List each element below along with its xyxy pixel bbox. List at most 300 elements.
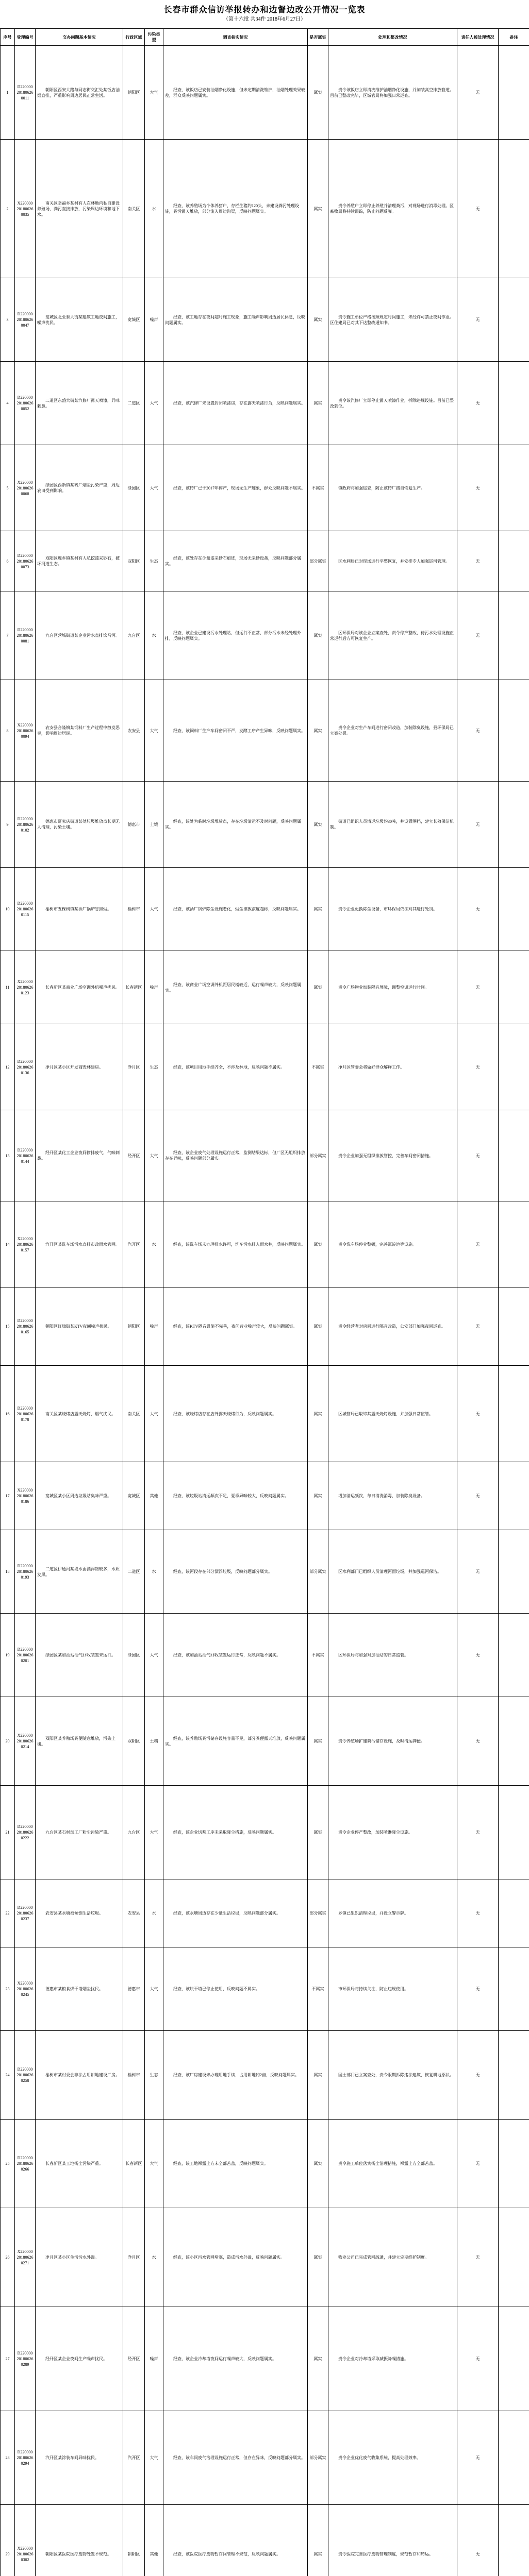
cell-row-number: 9 xyxy=(1,782,15,868)
cell-receipt-code: X220000201806260214 xyxy=(15,1697,36,1786)
table-row xyxy=(1,1462,529,1530)
cell-row-number: 1 xyxy=(1,46,15,140)
cell-issue-summary: 朝阳区西安大路与同志街交汇处某饭店油烟直排，严重影响周边居民正常生活。 xyxy=(36,46,123,140)
cell-row-number: 12 xyxy=(1,1024,15,1110)
table-row xyxy=(1,1201,529,1287)
cell-issue-summary: 绿园区西新镇某砖厂烟尘污染严重，周边农田受到影响。 xyxy=(36,445,123,531)
cell-accountability: 无 xyxy=(457,1024,499,1110)
cell-district: 二道区 xyxy=(123,1530,145,1614)
cell-issue-summary: 农安县某水塘被倾倒生活垃圾。 xyxy=(36,1879,123,1947)
cell-accountability: 无 xyxy=(457,1786,499,1879)
cell-investigation-finding: 经查，该工地裸露土方未全部苫盖，反映问题属实。 xyxy=(163,2120,308,2208)
cell-issue-summary: 经开区某化工企业夜间偷排废气，气味刺鼻。 xyxy=(36,1110,123,1201)
cell-issue-summary: 经开区某企业夜间生产噪声扰民。 xyxy=(36,2307,123,2411)
cell-verification-result: 部分属实 xyxy=(308,1879,328,1947)
cell-row-number: 28 xyxy=(1,2411,15,2505)
cell-district: 绿园区 xyxy=(123,445,145,531)
cell-remark xyxy=(499,278,529,362)
table-row xyxy=(1,445,529,531)
cell-pollution-type: 水 xyxy=(145,1879,163,1947)
cell-issue-summary: 双阳区某养殖场粪便随意堆放，污染土壤。 xyxy=(36,1697,123,1786)
cell-receipt-code: D220000201806260102 xyxy=(15,782,36,868)
cell-rectification-measures: 乡镇已组织清理垃圾，并设立警示牌。 xyxy=(328,1879,457,1947)
cell-pollution-type: 大气 xyxy=(145,445,163,531)
cell-investigation-finding: 经查，该饲料厂生产车间密闭不严，发酵工序产生异味，反映问题属实。 xyxy=(163,680,308,782)
page-subtitle: （第十六批 共34件 2018年6月27日） xyxy=(223,16,306,22)
cell-receipt-code: D220000201806260193 xyxy=(15,1530,36,1614)
cell-district: 朝阳区 xyxy=(123,46,145,140)
cell-investigation-finding: 经查，该砖厂已于2017年停产，现场无生产迹象，群众反映问题不属实。 xyxy=(163,445,308,531)
cell-investigation-finding: 经查，该企业切割工序未采取降尘措施，反映问题属实。 xyxy=(163,1786,308,1879)
cell-pollution-type: 大气 xyxy=(145,2120,163,2208)
cell-investigation-finding: 经查，该洗车场未办理排水许可，洗车污水排入雨水井，反映问题属实。 xyxy=(163,1201,308,1287)
cell-verification-result: 属实 xyxy=(308,1786,328,1879)
cell-receipt-code: D220000201806260222 xyxy=(15,1786,36,1879)
table-row xyxy=(1,278,529,362)
cell-district: 净月区 xyxy=(123,1024,145,1110)
cell-row-number: 25 xyxy=(1,2120,15,2208)
cell-remark xyxy=(499,1024,529,1110)
cell-accountability: 无 xyxy=(457,531,499,591)
cell-issue-summary: 二道区伊通河某段水面漂浮物较多，水质发黑。 xyxy=(36,1530,123,1614)
cell-district: 南关区 xyxy=(123,1366,145,1462)
cell-remark xyxy=(499,2307,529,2411)
cell-investigation-finding: 经查，该车间废气治理设施运行正常，但存在异味，反映问题部分属实。 xyxy=(163,2411,308,2505)
cell-verification-result: 属实 xyxy=(308,2208,328,2307)
cell-district: 宽城区 xyxy=(123,278,145,362)
cell-verification-result: 属实 xyxy=(308,2031,328,2120)
cell-pollution-type: 噪声 xyxy=(145,278,163,362)
cell-issue-summary: 二道区东盛大街某汽修厂露天喷漆，异味刺鼻。 xyxy=(36,362,123,445)
cell-row-number: 29 xyxy=(1,2505,15,2576)
cell-row-number: 26 xyxy=(1,2208,15,2307)
table-row xyxy=(1,1024,529,1110)
cell-district: 双阳区 xyxy=(123,1697,145,1786)
cell-pollution-type: 大气 xyxy=(145,1614,163,1697)
cell-accountability: 无 xyxy=(457,1110,499,1201)
cell-receipt-code: X220000201806260035 xyxy=(15,140,36,278)
cell-row-number: 19 xyxy=(1,1614,15,1697)
cell-verification-result: 属实 xyxy=(308,1462,328,1530)
cell-accountability: 无 xyxy=(457,591,499,680)
cell-pollution-type: 土壤 xyxy=(145,1697,163,1786)
cell-remark xyxy=(499,362,529,445)
cell-remark xyxy=(499,1879,529,1947)
cell-investigation-finding: 经查，该水塘周边存在少量生活垃圾，反映问题部分属实。 xyxy=(163,1879,308,1947)
cell-investigation-finding: 经查，该垃圾站清运频次不足，夏季异味较大，反映问题属实。 xyxy=(163,1462,308,1530)
table-row xyxy=(1,1287,529,1366)
cell-receipt-code: X220000201806260271 xyxy=(15,2208,36,2307)
cell-issue-summary: 南关区某烧烤店露天烧烤，烟气扰民。 xyxy=(36,1366,123,1462)
table-row xyxy=(1,2307,529,2411)
cell-receipt-code: D220000201806260178 xyxy=(15,1366,36,1462)
cell-pollution-type: 噪声 xyxy=(145,1287,163,1366)
cell-rectification-measures: 区环保局将加强对加油站的日常监管。 xyxy=(328,1614,457,1697)
cell-investigation-finding: 经查，该KTV隔音设施不完善，夜间营业噪声较大，反映问题属实。 xyxy=(163,1287,308,1366)
cell-district: 榆树市 xyxy=(123,2031,145,2120)
cell-rectification-measures: 责令该饭店立即清洗维护油烟净化设施，并加装高空排放管道。目前已整改完毕，区城管局将加强日常巡查。 xyxy=(328,46,457,140)
cell-receipt-code: X220000201806260245 xyxy=(15,1947,36,2031)
cell-district: 宽城区 xyxy=(123,1462,145,1530)
header-accountability: 责任人被处理情况 xyxy=(457,29,499,46)
cell-issue-summary: 九台区某石材加工厂粉尘污染严重。 xyxy=(36,1786,123,1879)
cell-receipt-code: D220000201806260258 xyxy=(15,2031,36,2120)
cell-pollution-type: 生态 xyxy=(145,531,163,591)
cell-receipt-code: X220000201806260186 xyxy=(15,1462,36,1530)
cell-receipt-code: D220000201806260144 xyxy=(15,1110,36,1201)
cell-receipt-code: D220000201806260237 xyxy=(15,1879,36,1947)
cell-issue-summary: 九台区营城街道某企业污水直排饮马河。 xyxy=(36,591,123,680)
cell-pollution-type: 大气 xyxy=(145,868,163,951)
cell-district: 榆树市 xyxy=(123,868,145,951)
cell-accountability: 无 xyxy=(457,362,499,445)
cell-district: 净月区 xyxy=(123,2208,145,2307)
cell-district: 汽开区 xyxy=(123,1201,145,1287)
cell-rectification-measures: 责令施工单位落实扬尘治理措施，裸露土方全部苫盖。 xyxy=(328,2120,457,2208)
table-row xyxy=(1,680,529,782)
cell-pollution-type: 大气 xyxy=(145,2411,163,2505)
cell-issue-summary: 净月区某小区生活污水外溢。 xyxy=(36,2208,123,2307)
cell-row-number: 4 xyxy=(1,362,15,445)
cell-issue-summary: 长春新区某商业广场空调外机噪声扰民。 xyxy=(36,951,123,1024)
cell-accountability: 无 xyxy=(457,680,499,782)
cell-rectification-measures: 责令企业停产整改，加装喷淋降尘设施。 xyxy=(328,1786,457,1879)
cell-issue-summary: 绿园区某加油站油气回收装置未运行。 xyxy=(36,1614,123,1697)
cell-accountability: 无 xyxy=(457,445,499,531)
table-row xyxy=(1,591,529,680)
table-row xyxy=(1,1614,529,1697)
table-row xyxy=(1,46,529,140)
cell-accountability: 无 xyxy=(457,2505,499,2576)
cell-pollution-type: 水 xyxy=(145,140,163,278)
cell-investigation-finding: 经查，该项目用地手续齐全，不涉及林地，反映问题不属实。 xyxy=(163,1024,308,1110)
cell-remark xyxy=(499,2505,529,2576)
petition-table xyxy=(0,28,529,2576)
cell-pollution-type: 大气 xyxy=(145,1366,163,1462)
header-issue: 交办问题基本情况 xyxy=(36,29,123,46)
table-row xyxy=(1,1697,529,1786)
cell-receipt-code: X220000201806260068 xyxy=(15,445,36,531)
cell-rectification-measures: 责令经营者对房间进行隔音改造，公安部门加强夜间巡查。 xyxy=(328,1287,457,1366)
table-row xyxy=(1,2208,529,2307)
cell-verification-result: 属实 xyxy=(308,951,328,1024)
cell-receipt-code: D220000201806260266 xyxy=(15,2120,36,2208)
cell-district: 九台区 xyxy=(123,591,145,680)
cell-receipt-code: D220000201806260294 xyxy=(15,2411,36,2505)
cell-row-number: 20 xyxy=(1,1697,15,1786)
cell-rectification-measures: 物业公司已完成管网疏通，并建立定期维护制度。 xyxy=(328,2208,457,2307)
cell-investigation-finding: 经查，该饭店已安装油烟净化设施，但未定期清洗维护，油烟处理效果较差，群众反映问题属实。 xyxy=(163,46,308,140)
header-code: 受理编号 xyxy=(15,29,36,46)
cell-rectification-measures: 国土部门已立案查处，责令限期拆除违法建筑，恢复耕地原状。 xyxy=(328,2031,457,2120)
cell-rectification-measures: 区水利部门已组织人员清理河面垃圾，并加强巡河保洁。 xyxy=(328,1530,457,1614)
cell-rectification-measures: 责令洗车场停业整顿，完善沉淀池等设施。 xyxy=(328,1201,457,1287)
cell-accountability: 无 xyxy=(457,278,499,362)
cell-row-number: 8 xyxy=(1,680,15,782)
cell-pollution-type: 噪声 xyxy=(145,2307,163,2411)
header-truth: 是否属实 xyxy=(308,29,328,46)
cell-accountability: 无 xyxy=(457,868,499,951)
cell-accountability: 无 xyxy=(457,46,499,140)
table-row xyxy=(1,1879,529,1947)
cell-accountability: 无 xyxy=(457,2120,499,2208)
cell-receipt-code: D220000201806260136 xyxy=(15,1024,36,1110)
cell-row-number: 14 xyxy=(1,1201,15,1287)
cell-rectification-measures: 责令广场物业加装隔音屏障，调整空调运行时间。 xyxy=(328,951,457,1024)
cell-pollution-type: 大气 xyxy=(145,680,163,782)
cell-verification-result: 不属实 xyxy=(308,1614,328,1697)
cell-remark xyxy=(499,782,529,868)
table-row xyxy=(1,1366,529,1462)
cell-investigation-finding: 经查，该养殖场为个体养猪户，存栏生猪约120头，未建设粪污处理设施，粪污露天堆放，部分流入周边沟渠，反映问题属实。 xyxy=(163,140,308,278)
cell-accountability: 无 xyxy=(457,2307,499,2411)
cell-district: 朝阳区 xyxy=(123,2505,145,2576)
cell-remark xyxy=(499,2208,529,2307)
cell-district: 汽开区 xyxy=(123,2411,145,2505)
cell-district: 农安县 xyxy=(123,680,145,782)
cell-remark xyxy=(499,531,529,591)
cell-verification-result: 不属实 xyxy=(308,1024,328,1110)
header-action: 处理和整改情况 xyxy=(328,29,457,46)
cell-receipt-code: D220000201806260081 xyxy=(15,591,36,680)
cell-rectification-measures: 街道已组织人员清运垃圾约30吨，并设置围挡，建立长效保洁机制。 xyxy=(328,782,457,868)
cell-district: 长春新区 xyxy=(123,2120,145,2208)
cell-remark xyxy=(499,1110,529,1201)
cell-row-number: 7 xyxy=(1,591,15,680)
cell-investigation-finding: 经查，该工地存在夜间超时施工现象，施工噪声影响周边居民休息，反映问题属实。 xyxy=(163,278,308,362)
cell-receipt-code: D220000201806260289 xyxy=(15,2307,36,2411)
cell-rectification-measures: 责令企业加强无组织排放管控，完善车间密闭措施。 xyxy=(328,1110,457,1201)
cell-verification-result: 属实 xyxy=(308,782,328,868)
page-title: 长春市群众信访举报转办和边督边改公开情况一览表 xyxy=(163,6,366,14)
table-row xyxy=(1,1786,529,1879)
cell-receipt-code: D220000201806260047 xyxy=(15,278,36,362)
cell-row-number: 13 xyxy=(1,1110,15,1201)
cell-accountability: 无 xyxy=(457,140,499,278)
cell-district: 南关区 xyxy=(123,140,145,278)
cell-remark xyxy=(499,1947,529,2031)
cell-accountability: 无 xyxy=(457,1366,499,1462)
cell-row-number: 21 xyxy=(1,1786,15,1879)
cell-rectification-measures: 镇政府将加强巡查，防止该砖厂擅自恢复生产。 xyxy=(328,445,457,531)
cell-verification-result: 不属实 xyxy=(308,445,328,531)
cell-issue-summary: 宽城区某小区周边垃圾站臭味严重。 xyxy=(36,1462,123,1530)
header-type: 污染类型 xyxy=(145,29,163,46)
cell-rectification-measures: 增加清运频次，每日清洗消毒，加装除臭设备。 xyxy=(328,1462,457,1530)
cell-investigation-finding: 经查，该厂房建设未办理用地手续，占用耕地约2亩，反映问题属实。 xyxy=(163,2031,308,2120)
cell-district: 绿园区 xyxy=(123,1614,145,1697)
cell-row-number: 15 xyxy=(1,1287,15,1366)
cell-row-number: 17 xyxy=(1,1462,15,1530)
cell-issue-summary: 双阳区鹿乡镇某村有人私挖滥采砂石，破坏河道生态。 xyxy=(36,531,123,591)
cell-investigation-finding: 经查，该处存在少量盗采砂石痕迹，现场无采砂设备，反映问题部分属实。 xyxy=(163,531,308,591)
cell-pollution-type: 水 xyxy=(145,591,163,680)
cell-investigation-finding: 经查，该加油站油气回收装置运行正常，反映问题不属实。 xyxy=(163,1614,308,1697)
cell-investigation-finding: 经查，该企业已建设污水处理站，但运行不正常，部分污水未经处理外排，反映问题属实。 xyxy=(163,591,308,680)
cell-investigation-finding: 经查，该医院医疗废物暂存间管理不规范，反映问题属实。 xyxy=(163,2505,308,2576)
cell-pollution-type: 土壤 xyxy=(145,782,163,868)
cell-rectification-measures: 责令养殖户立即停止养殖并清理粪污，对现场进行消毒处理。区畜牧局将持续跟踪，防止问题反弹。 xyxy=(328,140,457,278)
cell-verification-result: 属实 xyxy=(308,1697,328,1786)
cell-district: 长春新区 xyxy=(123,951,145,1024)
cell-rectification-measures: 区城管局已取缔其露天烧烤设施，并加强日常监管。 xyxy=(328,1366,457,1462)
cell-accountability: 无 xyxy=(457,1947,499,2031)
cell-district: 双阳区 xyxy=(123,531,145,591)
cell-verification-result: 部分属实 xyxy=(308,2411,328,2505)
cell-row-number: 16 xyxy=(1,1366,15,1462)
cell-investigation-finding: 经查，该烘干塔已停止使用，反映问题不属实。 xyxy=(163,1947,308,2031)
cell-investigation-finding: 经查，该企业废气处理设施运行正常，监测结果达标，但厂区无组织排放存在异味，反映问题部分属实。 xyxy=(163,1110,308,1201)
cell-issue-summary: 榆树市五棵树镇某酒厂锅炉冒黑烟。 xyxy=(36,868,123,951)
table-row xyxy=(1,1530,529,1614)
cell-rectification-measures: 责令企业更换除尘设备，市环保局依法对其进行处罚。 xyxy=(328,868,457,951)
cell-district: 经开区 xyxy=(123,2307,145,2411)
cell-rectification-measures: 责令企业对生产车间进行密闭改造，加装除臭设施，县环保局已立案处罚。 xyxy=(328,680,457,782)
cell-rectification-measures: 市环保局将持续关注，防止违规使用。 xyxy=(328,1947,457,2031)
cell-row-number: 18 xyxy=(1,1530,15,1614)
cell-accountability: 无 xyxy=(457,1287,499,1366)
cell-receipt-code: D220000201806260165 xyxy=(15,1287,36,1366)
cell-remark xyxy=(499,1530,529,1614)
cell-accountability: 无 xyxy=(457,1614,499,1697)
cell-issue-summary: 农安县合隆镇某饲料厂生产过程中散发恶臭，影响周边居民。 xyxy=(36,680,123,782)
cell-remark xyxy=(499,1462,529,1530)
cell-row-number: 23 xyxy=(1,1947,15,2031)
cell-issue-summary: 朝阳区某医院医疗废物处置不规范。 xyxy=(36,2505,123,2576)
cell-receipt-code: D220000201806260201 xyxy=(15,1614,36,1697)
table-header-row xyxy=(1,29,529,46)
cell-district: 朝阳区 xyxy=(123,1287,145,1366)
cell-accountability: 无 xyxy=(457,782,499,868)
cell-rectification-measures: 净月区管委会将做好群众解释工作。 xyxy=(328,1024,457,1110)
cell-row-number: 3 xyxy=(1,278,15,362)
cell-pollution-type: 生态 xyxy=(145,2031,163,2120)
cell-verification-result: 属实 xyxy=(308,1366,328,1462)
table-row xyxy=(1,868,529,951)
table-row xyxy=(1,2411,529,2505)
cell-remark xyxy=(499,680,529,782)
cell-remark xyxy=(499,140,529,278)
cell-row-number: 22 xyxy=(1,1879,15,1947)
cell-receipt-code: X220000201806260157 xyxy=(15,1201,36,1287)
table-row xyxy=(1,1110,529,1201)
header-district: 行政区域 xyxy=(123,29,145,46)
cell-remark xyxy=(499,2031,529,2120)
cell-row-number: 5 xyxy=(1,445,15,531)
cell-receipt-code: X220000201806260094 xyxy=(15,680,36,782)
cell-accountability: 无 xyxy=(457,2031,499,2120)
cell-rectification-measures: 责令养殖场扩建粪污储存设施，及时清运粪便。 xyxy=(328,1697,457,1786)
cell-pollution-type: 生态 xyxy=(145,1024,163,1110)
cell-receipt-code: D220000201806260073 xyxy=(15,531,36,591)
cell-verification-result: 属实 xyxy=(308,680,328,782)
cell-investigation-finding: 经查，该小区污水管网堵塞，造成污水外溢，反映问题属实。 xyxy=(163,2208,308,2307)
table-row xyxy=(1,951,529,1024)
cell-rectification-measures: 区环保局对该企业立案查处，责令停产整改，待污水处理设施正常运行后方可恢复生产。 xyxy=(328,591,457,680)
cell-district: 农安县 xyxy=(123,1879,145,1947)
table-row xyxy=(1,2120,529,2208)
cell-remark xyxy=(499,46,529,140)
cell-verification-result: 属实 xyxy=(308,2120,328,2208)
cell-verification-result: 部分属实 xyxy=(308,531,328,591)
cell-pollution-type: 水 xyxy=(145,1201,163,1287)
cell-issue-summary: 汽开区某洗车场污水直排市政雨水管网。 xyxy=(36,1201,123,1287)
table-row xyxy=(1,782,529,868)
cell-row-number: 11 xyxy=(1,951,15,1024)
cell-verification-result: 属实 xyxy=(308,2505,328,2576)
document-header xyxy=(0,0,529,28)
cell-issue-summary: 南关区幸福乡某村有人在林地内私自建设养殖场，粪污直接排放，污染周边环境和地下水。 xyxy=(36,140,123,278)
cell-issue-summary: 汽开区某涂装车间异味扰民。 xyxy=(36,2411,123,2505)
cell-remark xyxy=(499,1366,529,1462)
cell-pollution-type: 水 xyxy=(145,1530,163,1614)
cell-investigation-finding: 经查，该养殖场粪污储存设施容量不足，部分粪便露天堆放，反映问题属实。 xyxy=(163,1697,308,1786)
cell-verification-result: 属实 xyxy=(308,362,328,445)
cell-remark xyxy=(499,1201,529,1287)
header-remark: 备注 xyxy=(499,29,529,46)
table-row xyxy=(1,531,529,591)
table-row xyxy=(1,2505,529,2576)
cell-issue-summary: 净月区某小区开发商毁林建房。 xyxy=(36,1024,123,1110)
cell-district: 德惠市 xyxy=(123,1947,145,2031)
cell-pollution-type: 大气 xyxy=(145,1786,163,1879)
cell-receipt-code: D220000201806260115 xyxy=(15,868,36,951)
cell-verification-result: 属实 xyxy=(308,140,328,278)
cell-row-number: 10 xyxy=(1,868,15,951)
cell-issue-summary: 榆树市某村委会非法占用耕地建设厂房。 xyxy=(36,2031,123,2120)
cell-pollution-type: 大气 xyxy=(145,46,163,140)
cell-remark xyxy=(499,591,529,680)
cell-rectification-measures: 责令企业优化废气收集系统，提高处理效率。 xyxy=(328,2411,457,2505)
cell-district: 德惠市 xyxy=(123,782,145,868)
header-finding: 调查核实情况 xyxy=(163,29,308,46)
cell-accountability: 无 xyxy=(457,1201,499,1287)
cell-remark xyxy=(499,1287,529,1366)
cell-receipt-code: D220000201806260052 xyxy=(15,362,36,445)
cell-accountability: 无 xyxy=(457,1462,499,1530)
cell-investigation-finding: 经查，该酒厂锅炉除尘设施老化，烟尘排放浓度超标，反映问题属实。 xyxy=(163,868,308,951)
cell-accountability: 无 xyxy=(457,2208,499,2307)
cell-row-number: 27 xyxy=(1,2307,15,2411)
cell-verification-result: 不属实 xyxy=(308,1947,328,2031)
cell-rectification-measures: 责令医院完善医疗废物管理制度，规范暂存和转运。 xyxy=(328,2505,457,2576)
cell-rectification-measures: 责令该汽修厂立即停止露天喷漆作业，拆除违规设施。目前已整改到位。 xyxy=(328,362,457,445)
cell-verification-result: 属实 xyxy=(308,1287,328,1366)
cell-row-number: 6 xyxy=(1,531,15,591)
cell-issue-summary: 宽城区北亚泰大街某建筑工地夜间施工，噪声扰民。 xyxy=(36,278,123,362)
table-body xyxy=(1,46,529,2576)
cell-verification-result: 部分属实 xyxy=(308,1110,328,1201)
header-no: 序号 xyxy=(1,29,15,46)
cell-pollution-type: 大气 xyxy=(145,362,163,445)
cell-investigation-finding: 经查，该烧烤店存在店外露天烧烤行为，反映问题属实。 xyxy=(163,1366,308,1462)
cell-pollution-type: 大气 xyxy=(145,1110,163,1201)
table-row xyxy=(1,140,529,278)
cell-district: 二道区 xyxy=(123,362,145,445)
cell-pollution-type: 其他 xyxy=(145,2505,163,2576)
cell-accountability: 无 xyxy=(457,2411,499,2505)
cell-district: 九台区 xyxy=(123,1786,145,1879)
cell-remark xyxy=(499,445,529,531)
cell-rectification-measures: 责令企业对冷却塔采取减振降噪措施。 xyxy=(328,2307,457,2411)
cell-rectification-measures: 责令施工单位严格按照规定时间施工，未经许可禁止夜间作业。区住建局已对其下达整改通知书。 xyxy=(328,278,457,362)
cell-rectification-measures: 区水利局已对现场进行平整恢复，并安排专人加强巡河管理。 xyxy=(328,531,457,591)
table-row xyxy=(1,362,529,445)
cell-investigation-finding: 经查，该企业冷却塔夜间运行噪声较大，反映问题属实。 xyxy=(163,2307,308,2411)
cell-issue-summary: 朝阳区红旗街某KTV夜间噪声扰民。 xyxy=(36,1287,123,1366)
cell-accountability: 无 xyxy=(457,1530,499,1614)
cell-receipt-code: X220000201806260123 xyxy=(15,951,36,1024)
